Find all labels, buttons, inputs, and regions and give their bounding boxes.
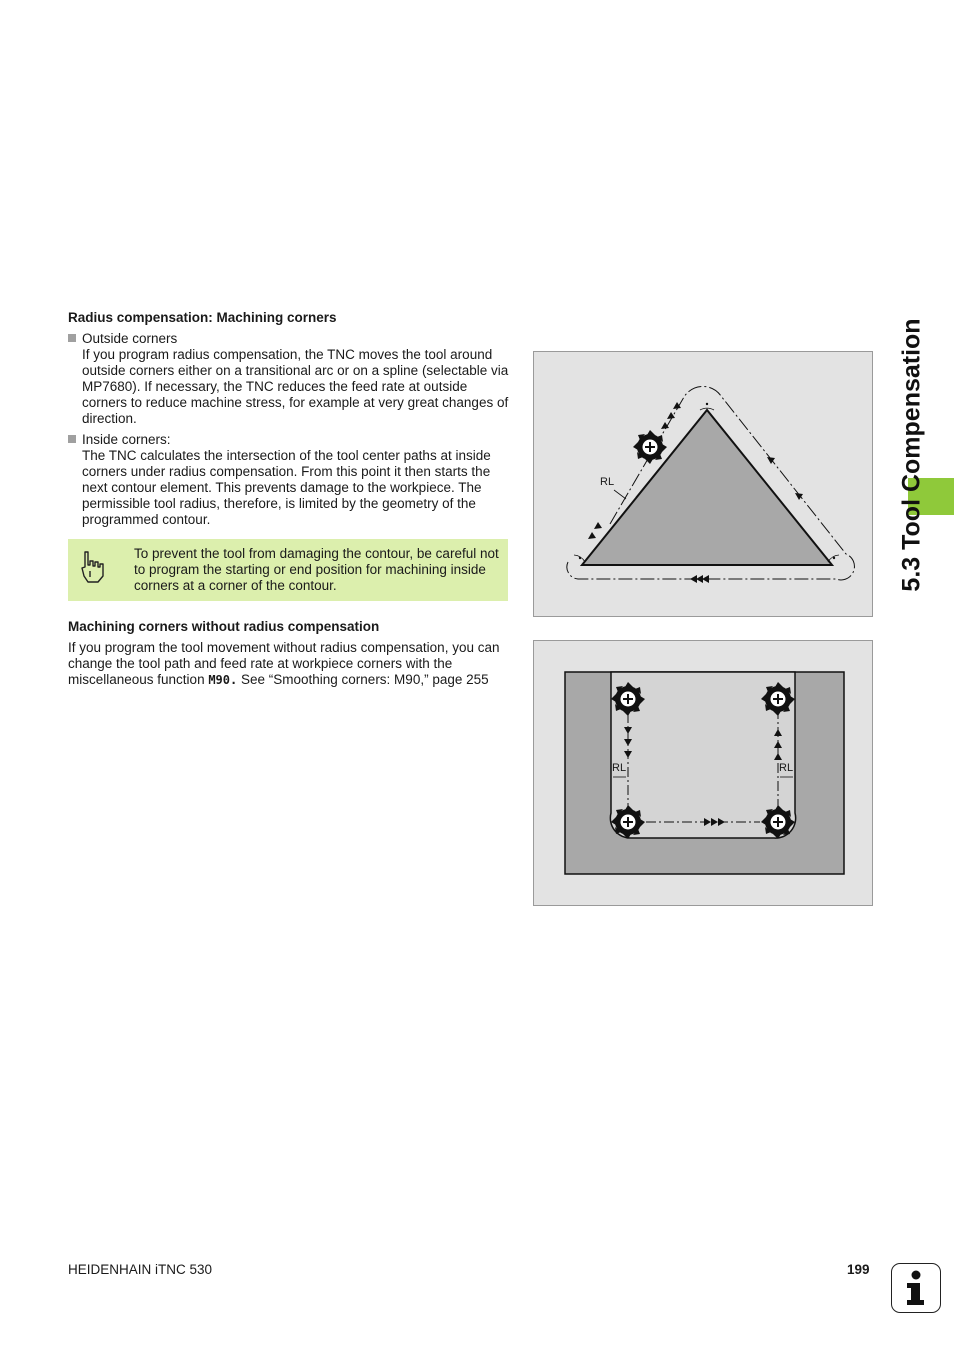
section2-text-after: See “Smoothing corners: M90,” page 255 — [237, 672, 489, 688]
bullet-outside-corners — [68, 331, 510, 428]
bullet-label: Outside corners — [82, 331, 178, 346]
figure-outside-inside-corners — [533, 351, 873, 617]
note-text: To prevent the tool from damaging the contour, be careful not to program the starting or end position for machining inside corners at a corner of the contour. — [134, 546, 499, 594]
section-heading-radius-compensation: Radius compensation: Machining corners — [68, 310, 337, 325]
rl-label: RL — [600, 476, 615, 488]
milling-cutter-icon — [761, 682, 795, 716]
milling-cutter-icon — [761, 805, 795, 839]
side-chapter-title — [892, 310, 932, 600]
bullet-inside-corners — [68, 432, 510, 529]
bullet-square-icon — [68, 334, 76, 342]
section2-text-before: If you program the tool movement without radius compensation, you can change the tool path and feed rate at workpiece corners with the miscellaneous function — [68, 640, 500, 688]
milling-cutter-icon — [611, 805, 645, 839]
bullet-text: If you program radius compensation, the TNC moves the tool around outside corners either on a transitional arc or on a spline (selectable via MP7680). If necessary, the TNC reduces the feed rate at outside corners to reduce machine stress, for example at very great changes of direction. — [82, 347, 509, 427]
page-number: 199 — [847, 1262, 870, 1277]
bullet-text: The TNC calculates the intersection of the tool center paths at inside corners under radius compensation. From this point it then starts the next contour element. This prevents damage to the workpiece. The permissible tool radius, therefore, is limited by the geometry of the programmed contour. — [82, 448, 491, 528]
hand-pointing-icon — [78, 549, 106, 585]
bullet-label: Inside corners: — [82, 432, 171, 447]
note-box — [68, 539, 508, 601]
rl-label-right: RL — [779, 762, 794, 774]
info-icon — [891, 1263, 941, 1313]
section2-paragraph — [68, 640, 510, 688]
m90-code: M90. — [208, 673, 238, 688]
side-chapter-title-text: 5.3 Tool Compensation — [897, 318, 926, 592]
figure-corners-without-compensation — [533, 640, 873, 906]
milling-cutter-icon — [611, 682, 645, 716]
bullet-square-icon — [68, 435, 76, 443]
milling-cutter-icon — [633, 430, 667, 464]
rl-label-left: RL — [612, 762, 627, 774]
footer-product-name: HEIDENHAIN iTNC 530 — [68, 1262, 213, 1277]
section-heading-no-radius-compensation: Machining corners without radius compensation — [68, 619, 380, 634]
